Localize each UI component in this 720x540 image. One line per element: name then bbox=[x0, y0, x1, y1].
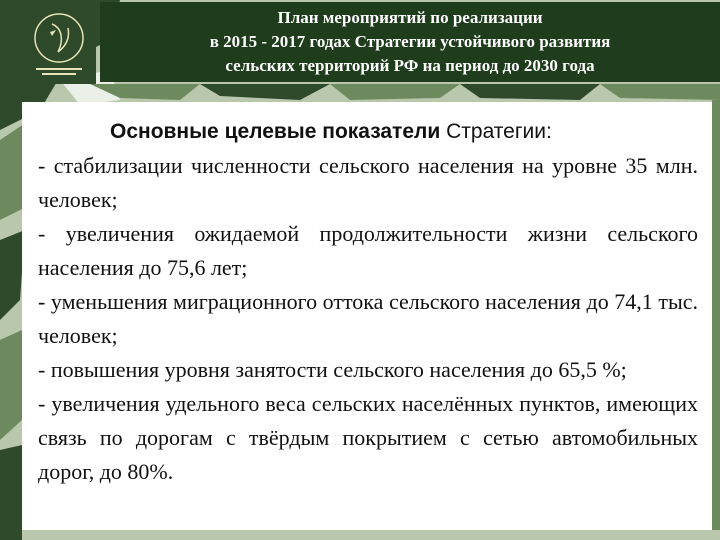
header-title-line-1: План мероприятий по реализации bbox=[277, 8, 543, 27]
header-title-line-2: в 2015 - 2017 годах Стратегии устойчивого развития bbox=[209, 32, 611, 51]
header-title-line-3: сельских территорий РФ на период до 2030 года bbox=[225, 56, 595, 75]
indicators-heading bbox=[38, 114, 698, 149]
emblem-icon bbox=[22, 2, 96, 84]
header-title-block bbox=[100, 2, 720, 82]
indicator-item-4: - повышения уровня занятости сельского населения до 65,5 %; bbox=[38, 357, 627, 382]
indicators-text bbox=[38, 114, 698, 489]
indicator-item-1: - стабилизации численности сельского населения на уровне 35 млн. человек; bbox=[38, 153, 698, 212]
indicator-item-3: - уменьшения миграционного оттока сельского населения до 74,1 тыс. человек; bbox=[38, 289, 698, 348]
indicators-heading-bold: Основные целевые показатели bbox=[110, 120, 441, 143]
indicator-item-2: - увеличения ожидаемой продолжительности жизни сельского населения до 75,6 лет; bbox=[38, 221, 698, 280]
indicators-heading-rest: Стратегии: bbox=[440, 120, 552, 143]
slide-header bbox=[0, 0, 720, 84]
indicator-item-5: - увеличения удельного веса сельских населённых пунктов, имеющих связь по дорогам с твёрдым покрытием с сетью автомобильных дорог, до 80%. bbox=[38, 391, 698, 484]
